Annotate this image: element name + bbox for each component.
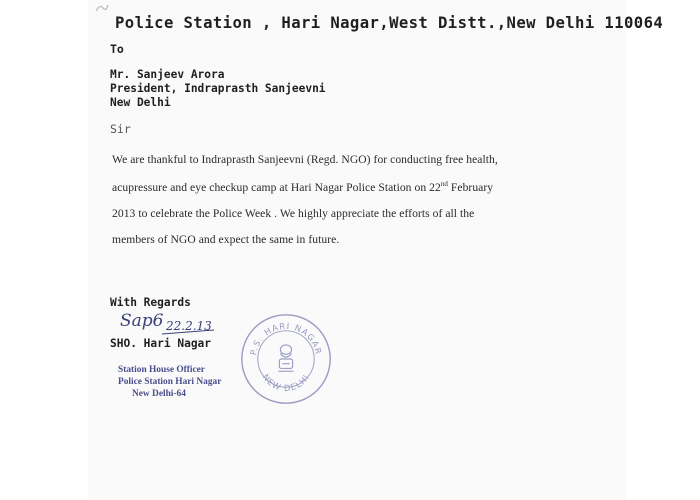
body-line-4: members of NGO and expect the same in future.	[112, 233, 340, 246]
body-line-3: 2013 to celebrate the Police Week . We highly appreciate the efforts of all the	[112, 207, 475, 220]
body-line-2	[112, 180, 493, 194]
date-ordinal-suffix: nd	[440, 180, 448, 188]
round-police-seal	[239, 312, 333, 406]
signatory-designation: SHO. Hari Nagar	[110, 337, 212, 350]
letterhead-title: Police Station , Hari Nagar,West Distt.,New Delhi 110064	[115, 14, 664, 32]
office-stamp-line-2: Police Station Hari Nagar	[118, 377, 222, 387]
body-line-2-text: acupressure and eye checkup camp at Hari Nagar Police Station on 22	[112, 180, 441, 194]
salutation: Sir	[110, 122, 131, 136]
addressee-city: New Delhi	[110, 96, 171, 109]
body-line-1: We are thankful to Indraprasth Sanjeevni (Regd. NGO) for conducting free health,	[112, 153, 498, 166]
seal-bottom-text: NEW DELHI	[260, 371, 312, 394]
svg-text:NEW DELHI	[261, 372, 312, 393]
office-stamp-line-3: New Delhi-64	[132, 389, 186, 399]
emblem-icon	[278, 345, 293, 371]
addressee-name: Mr. Sanjeev Arora	[110, 68, 225, 81]
signature-scrawl: Sap6	[120, 311, 164, 331]
office-stamp-line-1: Station House Officer	[118, 365, 205, 375]
to-label: To	[110, 42, 124, 56]
addressee-designation: President, Indraprasth Sanjeevni	[110, 82, 326, 95]
body-line-2-month: February	[447, 180, 494, 194]
handwritten-signature	[118, 306, 228, 338]
signature-date: 22.2.13	[166, 319, 212, 333]
closing-regards: With Regards	[110, 296, 191, 309]
corner-scribble	[94, 2, 110, 14]
seal-top-text: P.S. HARI NAGAR	[248, 320, 324, 357]
